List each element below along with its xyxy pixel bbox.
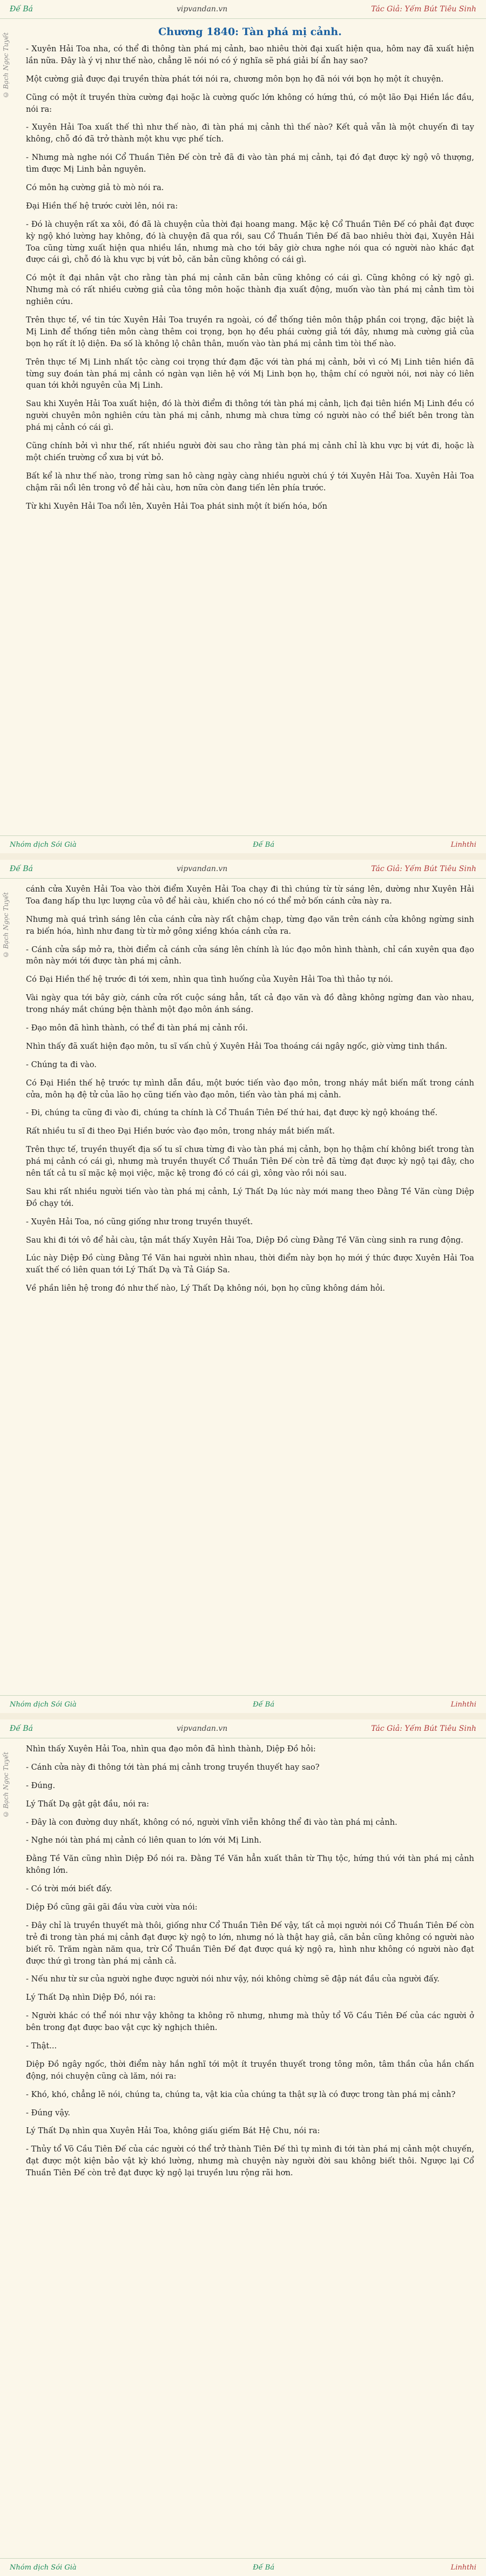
footer-brand: Linhthi (450, 1700, 476, 1709)
paragraph: - Đây là con đường duy nhất, không có nó, người vĩnh viễn không thể đi vào tàn phá mị cảnh. (26, 1817, 397, 1827)
paragraph: Trên thực tế Mị Linh nhất tộc càng coi trọng thứ đạm đặc với tàn phá mị cảnh, bởi vì có Mị Linh tiên hiền đã từng suy đoán tàn phá mị cảnh có ngàn vạn liên hệ với Mị Linh bọn họ, thậm chí có người nói, nơi này có liên quan tới khởi nguyên của Mị Linh. (26, 357, 474, 390)
paragraph: - Khó, khó, chẳng lẽ nói, chúng ta, chúng ta, vật kia của chúng ta thật sự là có được trong tàn phá mị cảnh? (26, 2089, 456, 2099)
paragraph: Đại Hiền thế hệ trước cười lên, nói ra: (26, 201, 178, 211)
page-header (0, 860, 486, 879)
paragraph: - Xuyên Hải Toa, nó cũng giống như trong truyền thuyết. (26, 1217, 253, 1226)
paragraph: Diệp Đồ cũng gãi gãi đầu vừa cười vừa nói: (26, 1903, 198, 1912)
paragraph: Bất kể là như thế nào, trong rừng san hô càng ngày càng nhiều người chú ý tới Xuyên Hải Toa. Xuyên Hải Toa chậm rãi nổi lên trong vô để hải càu, hơn nữa còn đang tiến lên phía trước. (26, 471, 474, 493)
footer-group: Nhóm dịch Sói Già (10, 1700, 77, 1709)
page-2 (0, 860, 486, 1713)
paragraph: Lý Thất Dạ nhìn Diệp Đồ, nói ra: (26, 1993, 156, 2002)
paragraph: Có Đại Hiền thế hệ trước tự mình dẫn đầu, một bước tiến vào đạo môn, trong nháy mắt biến mất trong cánh cửa, môn hạ đệ tử của lão họ cũng tiến vào đạo môn, tiến vào tàn phá mị cảnh. (26, 1078, 474, 1100)
side-watermark: © Bạch Ngọc Tuyết (2, 892, 10, 959)
page-footer (0, 1695, 486, 1713)
paragraph: Diệp Đồ ngây ngốc, thời điểm này hắn nghĩ tới một ít truyền thuyết trong tông môn, tâm thần của hắn chấn động, nói chuyện cũng cà lăm, nói ra: (26, 2059, 474, 2081)
page-header (0, 1719, 486, 1738)
paragraph: - Đi, chúng ta cũng đi vào đi, chúng ta chính là Cổ Thuần Tiên Đế thứ hai, đạt được kỳ ngộ khoáng thế. (26, 1108, 438, 1118)
paragraph: Lúc này Diệp Đồ cùng Đằng Tề Văn hai người nhìn nhau, thời điểm này bọn họ mới ý thức được Xuyên Hải Toa xuất thế có liên quan tới Lý Thất Dạ và Tả Giáp Sa. (26, 1253, 474, 1275)
paragraph: - Có trời mới biết đấy. (26, 1884, 112, 1894)
paragraph: - Xuyên Hải Toa xuất thế thì như thế nào, đi tàn phá mị cảnh thì thế nào? Kết quả vẫn là một chuyến đi tay không, chỗ đó đã trở thành một khu vực phế tích. (26, 123, 474, 144)
paragraph: Sau khi rất nhiều người tiến vào tàn phá mị cảnh, Lý Thất Dạ lúc này mới mang theo Đằng Tề Văn cùng Diệp Đồ chạy tới. (26, 1186, 474, 1208)
paragraph: - Thật... (26, 2041, 57, 2051)
page-body (26, 24, 474, 832)
page-header (0, 0, 486, 19)
paragraph: Nhìn thấy Xuyên Hải Toa, nhìn qua đạo môn đã hình thành, Diệp Đồ hỏi: (26, 1744, 316, 1754)
paragraph: Lý Thất Dạ gật gật đầu, nói ra: (26, 1799, 150, 1809)
paragraph: Một cường giả được đại truyền thừa phát tới nói ra, chương môn bọn họ đã nói với bọn họ một ít chuyện. (26, 74, 444, 84)
paragraph: - Xuyên Hải Toa nha, có thể đi thông tàn phá mị cảnh, bao nhiêu thời đại xuất hiện qua, hôm nay đã xuất hiện lần nữa. Đây là ý vị như thế nào, chẳng lẽ nói nó có ý nghĩa sẽ phá giải bí ẩn hay sao? (26, 44, 474, 65)
footer-brand: Linhthi (450, 840, 476, 849)
header-book: Đế Bá (10, 1724, 33, 1733)
footer-book: Đế Bá (253, 840, 275, 849)
footer-group: Nhóm dịch Sói Già (10, 840, 77, 849)
paragraph: Sau khi đi tới vô để hải càu, tận mắt thấy Xuyên Hải Toa, Diệp Đồ cùng Đằng Tề Văn cùng sinh ra rung động. (26, 1235, 463, 1245)
paragraph: Cũng chính bởi vì như thế, rất nhiều người đời sau cho rằng tàn phá mị cảnh chỉ là khu vực bị vứt đi, hoặc là một chiến trường cổ xưa bị vứt bỏ. (26, 441, 474, 462)
footer-book: Đế Bá (253, 1700, 275, 1709)
paragraph: - Nếu như từ sư của người nghe được người nói như vậy, nói không chừng sẽ đập nát đầu của người đấy. (26, 1974, 440, 1984)
paragraph: - Đúng vậy. (26, 2108, 71, 2118)
paragraph: Sau khi Xuyên Hải Toa xuất hiện, đó là thời điểm đi thông tới tàn phá mị cảnh, lịch đại tiên hiền Mị Linh đều có người chuyên môn nghiên cứu tàn phá mị cảnh, nhưng mà chưa từng có người nào có thể biết bên trong tàn phá mị cảnh có cái gì. (26, 399, 474, 433)
page-body (26, 884, 474, 1691)
page-body (26, 1743, 474, 2554)
paragraph: Có Đại Hiền thế hệ trước đi tới xem, nhìn qua tình huống của Xuyên Hải Toa thì thảo tự nói. (26, 975, 393, 984)
paragraph: - Người khác có thể nói như vậy không ta không rõ nhưng, nhưng mà thủy tổ Võ Cầu Tiên Đế của các người ở bên trong đạt được bao vật cực kỳ nghịch thiên. (26, 2011, 474, 2033)
paragraph: - Cánh cửa này đi thông tới tàn phá mị cảnh trong truyền thuyết hay sao? (26, 1762, 320, 1772)
paragraph: cánh cửa Xuyên Hải Toa vào thời điểm Xuyên Hải Toa chạy đi thì chúng từ từ sáng lên, dường như Xuyên Hải Toa đang hấp thu lực lượng của vô để hải càu, khiến cho nó có thể mở bốn cánh cửa này ra. (26, 885, 474, 906)
chapter-title: Chương 1840: Tàn phá mị cảnh. (158, 26, 342, 38)
paragraph: - Thủy tổ Võ Cầu Tiên Đế của các người có thể trở thành Tiên Đế thì tự mình đi tới tàn phá mị cảnh một chuyến, đạt được một kiện bảo vật kỳ khó lường, nhưng mà chuyện này người đời sau không biết thôi. Ngược lại Cổ Thuần Tiên Đế còn trẻ đạt được kỳ ngộ lại truyền lưu rộng rãi hơn. (26, 2145, 474, 2178)
paragraph: Có một ít đại nhân vật cho rằng tàn phá mị cảnh căn bản cũng không có cái gì. Cũng không có kỳ ngộ gì. Nhưng mà có rất nhiều cường giả của tông môn hoặc thành địa xuất động, muốn vào tàn phá mị cảnh tìm tòi nghiên cứu. (26, 273, 474, 307)
paragraph: Vài ngày qua tới bây giờ, cánh cửa rốt cuộc sáng hẳn, tất cả đạo văn và đồ đằng không ngừng đan vào nhau, trong nháy mắt chúng bện thành một đạo môn ánh sáng. (26, 993, 474, 1015)
header-book: Đế Bá (10, 5, 33, 14)
paragraph: - Đó là chuyện rất xa xôi, đó đã là chuyện của thời đại hoang mang. Mặc kệ Cổ Thuần Tiên Đế có phải đạt được kỳ ngộ khó lường hay không, đó là chuyện đã qua rồi, sau Cổ Thuần Tiên Đế đã bao nhiêu thời đại, Xuyên Hải Toa cũng từng xuất hiện qua nhiều lần, nhưng mà cho tới bây giờ chưa nghe nói qua có người nào khác đạt được cái gì, chỗ đó là khu vực bị vứt bỏ, căn bản cũng không có cái gì. (26, 219, 474, 265)
header-author: Tác Giả: Yếm Bút Tiêu Sinh (371, 1724, 476, 1733)
side-watermark: © Bạch Ngọc Tuyết (2, 32, 10, 99)
page-3 (0, 1719, 486, 2576)
paragraph: Về phần liên hệ trong đó như thế nào, Lý Thất Dạ không nói, bọn họ cũng không dám hỏi. (26, 1284, 386, 1293)
paragraph: Đằng Tề Văn cũng nhìn Diệp Đồ nói ra. Đằng Tề Văn hẳn xuất thân từ Thụ tộc, hứng thú với tàn phá mị cảnh không lớn. (26, 1854, 474, 1876)
footer-group: Nhóm dịch Sói Già (10, 2563, 77, 2572)
header-book: Đế Bá (10, 865, 33, 873)
footer-book: Đế Bá (253, 2563, 275, 2572)
paragraph: Từ khi Xuyên Hải Toa nổi lên, Xuyên Hải Toa phát sinh một ít biến hóa, bốn (26, 501, 327, 511)
paragraph: - Đạo môn đã hình thành, có thể đi tàn phá mị cảnh rồi. (26, 1023, 248, 1033)
paragraph: Cũng có một ít truyền thừa cường đại hoặc là cường quốc lớn không có hứng thú, có một lão Đại Hiền lắc đầu, nói ra: (26, 92, 474, 114)
paragraph: Trên thực tế, truyền thuyết địa số tu sĩ chưa từng đi vào tàn phá mị cảnh, bọn họ thậm chí không biết trong tàn phá mị cảnh có cái gì, nhưng mà truyền thuyết Cổ Thuần Tiên Đế còn trẻ đã từng đạt được kỳ ngộ tại đây, cho nên tất cả tu sĩ mặc kệ mọi việc, mặc kệ trong đó có cái gì, xông vào rồi nói sau. (26, 1145, 474, 1178)
page-footer (0, 835, 486, 853)
header-author: Tác Giả: Yếm Bút Tiêu Sinh (371, 865, 476, 873)
header-site[interactable]: vipvandan.vn (176, 865, 228, 873)
paragraph: Lý Thất Dạ nhìn qua Xuyên Hải Toa, không giấu giếm Bát Hệ Chu, nói ra: (26, 2126, 320, 2136)
paragraph: - Chúng ta đi vào. (26, 1060, 97, 1069)
header-site[interactable]: vipvandan.vn (176, 1724, 228, 1733)
paragraph: - Cánh cửa sắp mở ra, thời điểm cả cánh cửa sáng lên chính là lúc đạo môn hình thành, chỉ cần xuyên qua đạo môn này mới tới được tàn phá mị cảnh. (26, 945, 474, 966)
paragraph: Nhưng mà quá trình sáng lên của cánh cửa này rất chậm chạp, từng đạo văn trên cánh cửa không ngừng sinh ra biến hóa, hình như đang từ từ mở gông xiềng khóa cánh cửa ra. (26, 914, 474, 936)
paragraph: - Đây chỉ là truyền thuyết mà thôi, giống như Cổ Thuần Tiên Đế vậy, tất cả mọi người nói Cổ Thuần Tiên Đế còn trẻ đi trong tàn phá mị cảnh đạt được kỳ ngộ to lớn, nhưng nó là thật hay giả, căn bản cũng không có người nào biết rõ. Trăm ngàn năm qua, trừ Cổ Thuần Tiên Đế đạt được quá kỳ ngộ ra, hình như không có người nào đạt được thứ gì trong tàn phá mị cảnh cả. (26, 1920, 474, 1966)
side-watermark: © Bạch Ngọc Tuyết (2, 1752, 10, 1818)
paragraph: - Đúng. (26, 1781, 56, 1790)
paragraph: Rất nhiều tu sĩ đi theo Đại Hiền bước vào đạo môn, trong nháy mắt biến mất. (26, 1127, 335, 1136)
page-1 (0, 0, 486, 853)
paragraph: - Nghe nói tàn phá mị cảnh có liên quan to lớn với Mị Linh. (26, 1836, 262, 1845)
paragraph: Nhìn thấy đã xuất hiện đạo môn, tu sĩ vấn chủ ý Xuyên Hải Toa thoáng cái ngây ngốc, giờ vừng tinh thần. (26, 1041, 448, 1051)
footer-brand: Linhthi (450, 2563, 476, 2572)
page-footer (0, 2558, 486, 2576)
header-author: Tác Giả: Yếm Bút Tiêu Sinh (371, 5, 476, 14)
header-site[interactable]: vipvandan.vn (176, 5, 228, 14)
paragraph: - Nhưng mà nghe nói Cổ Thuần Tiên Đế còn trẻ đã đi vào tàn phá mị cảnh, tại đó đạt được kỳ ngộ vô thượng, tìm được Mị Linh bản nguyên. (26, 153, 474, 174)
paragraph: Có môn hạ cường giả tò mò nói ra. (26, 183, 164, 193)
paragraph: Trên thực tế, về tin tức Xuyên Hải Toa truyền ra ngoài, có để thống tiên môn thập phần coi trọng, đặc biệt là Mị Linh để thống tiên môn càng thêm coi trọng, bọn họ đều phái cường giả tới đây, nhưng mà cường giả của bọn họ rất ít lộ diện. Đa số là không lộ chân thân, muốn vào tàn phá mị cảnh tìm tòi thế nào. (26, 315, 474, 348)
